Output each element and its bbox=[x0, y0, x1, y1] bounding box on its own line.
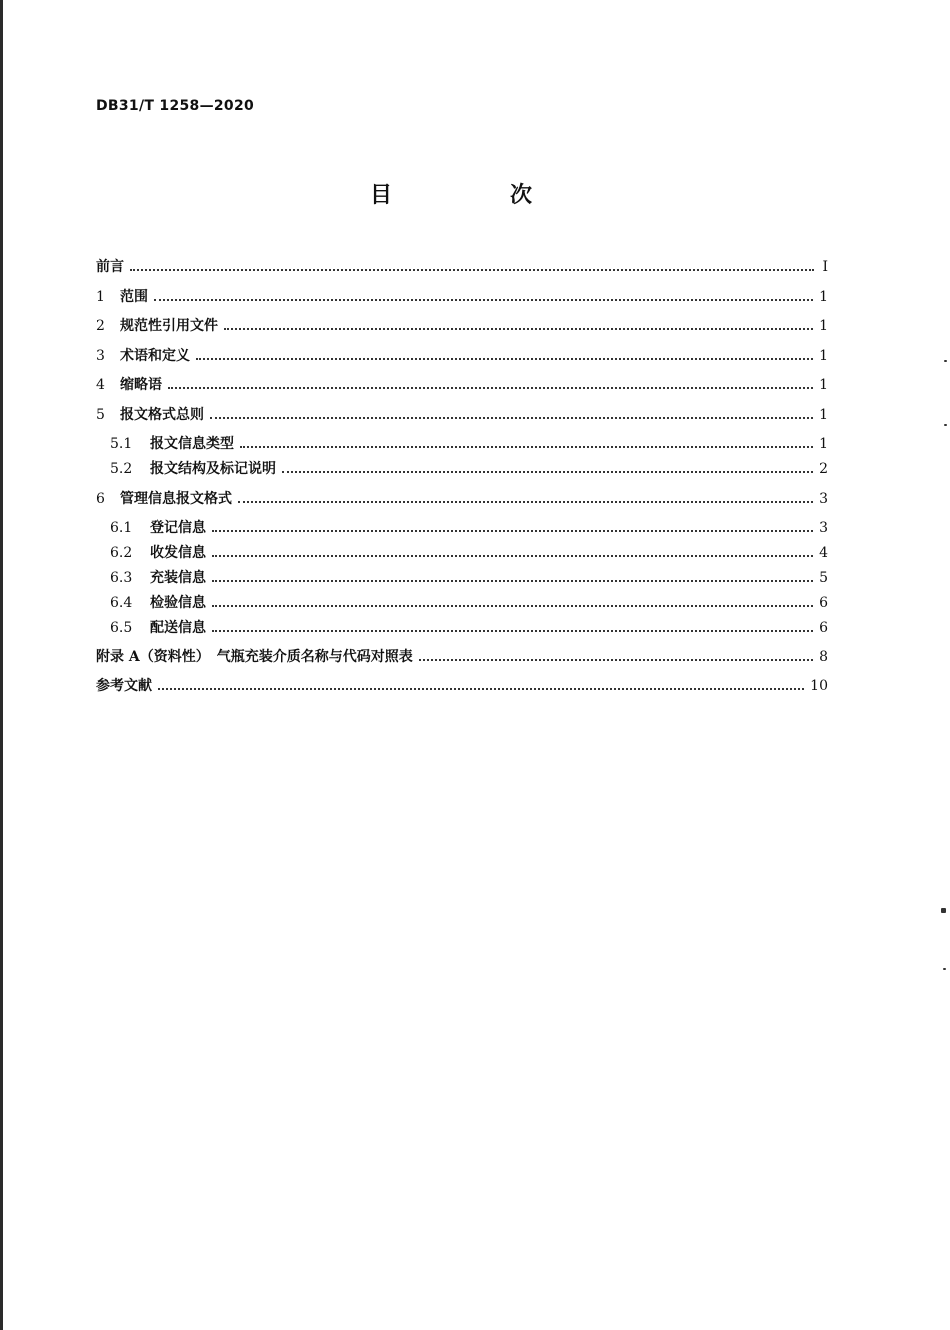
dot-leader bbox=[154, 298, 813, 301]
toc-entry-label: 配送信息 bbox=[150, 620, 206, 636]
toc-entry-number: 6.2 bbox=[110, 545, 133, 561]
toc-entry-page: 1 bbox=[819, 348, 828, 364]
toc-entry-label: 术语和定义 bbox=[120, 348, 190, 364]
toc-entry-label: 登记信息 bbox=[150, 520, 206, 536]
toc-entry-label: 报文信息类型 bbox=[150, 436, 234, 452]
toc-entry-page: 8 bbox=[819, 649, 828, 665]
dot-leader bbox=[212, 554, 813, 557]
toc-entry-page: 1 bbox=[819, 407, 828, 423]
dot-leader bbox=[240, 445, 813, 448]
toc-entry-number: 2 bbox=[96, 318, 105, 334]
toc-entry[interactable] bbox=[96, 675, 828, 697]
toc-entry-label: 报文结构及标记说明 bbox=[150, 461, 276, 477]
toc-entry[interactable] bbox=[96, 433, 828, 455]
dot-leader bbox=[210, 416, 813, 419]
toc-entry-label: 前言 bbox=[96, 259, 124, 275]
dot-leader bbox=[212, 629, 813, 632]
toc-entry-page: 3 bbox=[819, 520, 828, 536]
dot-leader bbox=[419, 658, 813, 661]
toc-entry-number: 6 bbox=[96, 491, 105, 507]
dot-leader bbox=[212, 529, 813, 532]
dot-leader bbox=[130, 268, 814, 271]
dot-leader bbox=[282, 470, 813, 473]
page-title: 目 次 bbox=[369, 183, 580, 208]
toc-entry[interactable] bbox=[96, 592, 828, 614]
toc-entry-number: 5.2 bbox=[110, 461, 133, 477]
dot-leader bbox=[238, 500, 813, 503]
toc-entry-number: 1 bbox=[96, 289, 105, 305]
toc-entry[interactable] bbox=[96, 256, 828, 278]
toc-entry-page: 3 bbox=[819, 491, 828, 507]
toc-entry-label: 范围 bbox=[120, 289, 148, 305]
scan-speck bbox=[943, 968, 946, 970]
toc-entry-page: I bbox=[822, 259, 828, 275]
toc-entry[interactable] bbox=[96, 458, 828, 480]
toc-entry[interactable] bbox=[96, 646, 828, 668]
toc-entry-number: 5.1 bbox=[110, 436, 133, 452]
scan-speck bbox=[941, 908, 946, 913]
dot-leader bbox=[158, 687, 804, 690]
toc-entry-page: 1 bbox=[819, 377, 828, 393]
toc-entry-label: 报文格式总则 bbox=[120, 407, 204, 423]
toc-entry-label: 检验信息 bbox=[150, 595, 206, 611]
toc-entry-page: 5 bbox=[819, 570, 828, 586]
toc-entry-number: 6.4 bbox=[110, 595, 133, 611]
dot-leader bbox=[224, 327, 813, 330]
toc-entry-label: 参考文献 bbox=[96, 678, 152, 694]
toc-entry[interactable] bbox=[96, 315, 828, 337]
scan-speck bbox=[944, 424, 947, 426]
toc-entry-label: 收发信息 bbox=[150, 545, 206, 561]
toc-entry-label: 规范性引用文件 bbox=[120, 318, 218, 334]
dot-leader bbox=[212, 604, 813, 607]
toc-entry[interactable] bbox=[96, 345, 828, 367]
toc-entry[interactable] bbox=[96, 617, 828, 639]
toc-entry-number: 3 bbox=[96, 348, 105, 364]
toc-entry-page: 6 bbox=[819, 595, 828, 611]
toc-entry-label: 缩略语 bbox=[120, 377, 162, 393]
toc-entry-label: 充装信息 bbox=[150, 570, 206, 586]
scan-speck bbox=[944, 360, 947, 362]
dot-leader bbox=[168, 386, 813, 389]
toc-entry-page: 1 bbox=[819, 289, 828, 305]
toc-entry-page: 6 bbox=[819, 620, 828, 636]
toc-entry-number: 6.5 bbox=[110, 620, 133, 636]
toc-entry-number: 4 bbox=[96, 377, 105, 393]
toc-entry[interactable] bbox=[96, 517, 828, 539]
toc-entry-page: 4 bbox=[819, 545, 828, 561]
toc-entry-page: 10 bbox=[810, 678, 828, 694]
toc-entry-number: 5 bbox=[96, 407, 105, 423]
toc-entry-page: 1 bbox=[819, 318, 828, 334]
toc-entry-label: 管理信息报文格式 bbox=[120, 491, 232, 507]
toc-entry[interactable] bbox=[96, 404, 828, 426]
toc-entry[interactable] bbox=[96, 488, 828, 510]
toc-entry[interactable] bbox=[96, 374, 828, 396]
toc-entry[interactable] bbox=[96, 286, 828, 308]
toc-entry-page: 1 bbox=[819, 436, 828, 452]
dot-leader bbox=[212, 579, 813, 582]
dot-leader bbox=[196, 357, 813, 360]
toc-entry[interactable] bbox=[96, 567, 828, 589]
toc-entry[interactable] bbox=[96, 542, 828, 564]
toc-entry-label: 附录 A（资料性） 气瓶充装介质名称与代码对照表 bbox=[96, 649, 413, 665]
toc-entry-number: 6.1 bbox=[110, 520, 133, 536]
toc-entry-number: 6.3 bbox=[110, 570, 133, 586]
document-code: DB31/T 1258—2020 bbox=[96, 98, 255, 114]
toc-entry-page: 2 bbox=[819, 461, 828, 477]
